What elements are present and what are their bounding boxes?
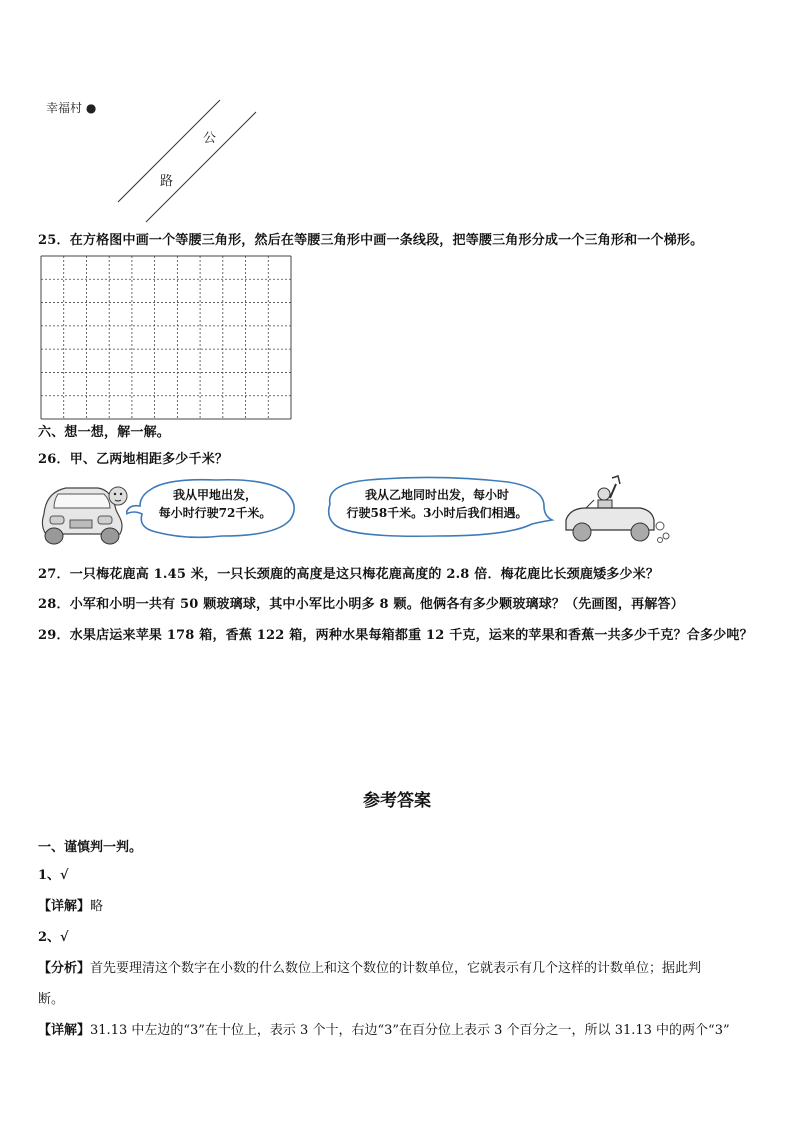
answer-1: 1、√	[38, 868, 69, 883]
village-label: 幸福村 ●	[46, 101, 97, 115]
question-25: 25．在方格图中画一个等腰三角形，然后在等腰三角形中画一条线段，把等腰三角形分成一个三角形和一个梯形。	[38, 233, 704, 248]
detail-tag: 【详解】	[38, 899, 91, 914]
bubble-right-line-1: 我从乙地同时出发，每小时	[364, 488, 509, 502]
bubble-left-text	[140, 486, 290, 522]
answer-2-analysis	[38, 957, 701, 976]
question-27: 27．一只梅花鹿高 1.45 米，一只长颈鹿的高度是这只梅花鹿高度的 2.8 倍．梅花鹿比长颈鹿矮多少米？	[38, 567, 660, 582]
detail-text: 略	[90, 899, 104, 914]
village-dot-icon: ●	[82, 101, 97, 115]
dotted-grid	[40, 255, 292, 420]
bubble-left-line-2: 每小时行驶72千米。	[158, 506, 272, 520]
answers-section-1: 一、谨慎判一判。	[38, 840, 143, 855]
question-28: 28．小军和小明一共有 50 颗玻璃球，其中小军比小明多 8 颗。他俩各有多少颗玻璃球？（先画图，再解答）	[38, 597, 684, 612]
section-6-heading: 六、想一想，解一解。	[38, 425, 171, 440]
answer-2-analysis-cont: 断。	[38, 992, 65, 1007]
convertible-car-icon	[560, 474, 672, 546]
analysis-tag: 【分析】	[38, 961, 91, 976]
road-edge-right	[146, 112, 256, 222]
question-26: 26．甲、乙两地相距多少千米？	[38, 452, 229, 467]
detail-tag-2: 【详解】	[38, 1023, 91, 1038]
question-29: 29．水果店运来苹果 178 箱，香蕉 122 箱，两种水果每箱都重 12 千克，运来的苹果和香蕉一共多少千克？合多少吨？	[38, 628, 753, 643]
bubble-right-line-2: 行驶58千米。3小时后我们相遇。	[346, 506, 528, 520]
answers-title: 参考答案	[363, 791, 431, 811]
answer-2: 2、√	[38, 930, 69, 945]
detail-text-2: 31.13 中左边的“3”在十位上，表示 3 个十，右边“3”在百分位上表示 3 个百分之一，所以 31.13 中的两个“3”	[90, 1023, 730, 1038]
bubble-right-text	[330, 486, 544, 522]
analysis-text: 首先要理清这个数字在小数的什么数位上和这个数位的计数单位，它就表示有几个这样的计数单位；据此判	[90, 961, 702, 976]
road-char-lu: 路	[160, 174, 174, 189]
road-diagram	[110, 96, 270, 226]
car-with-driver-icon	[36, 474, 136, 548]
road-char-gong: 公	[203, 131, 217, 146]
answer-1-detail	[38, 895, 103, 914]
bubble-left-line-1: 我从甲地出发，	[172, 488, 257, 502]
answer-2-detail	[38, 1019, 730, 1038]
